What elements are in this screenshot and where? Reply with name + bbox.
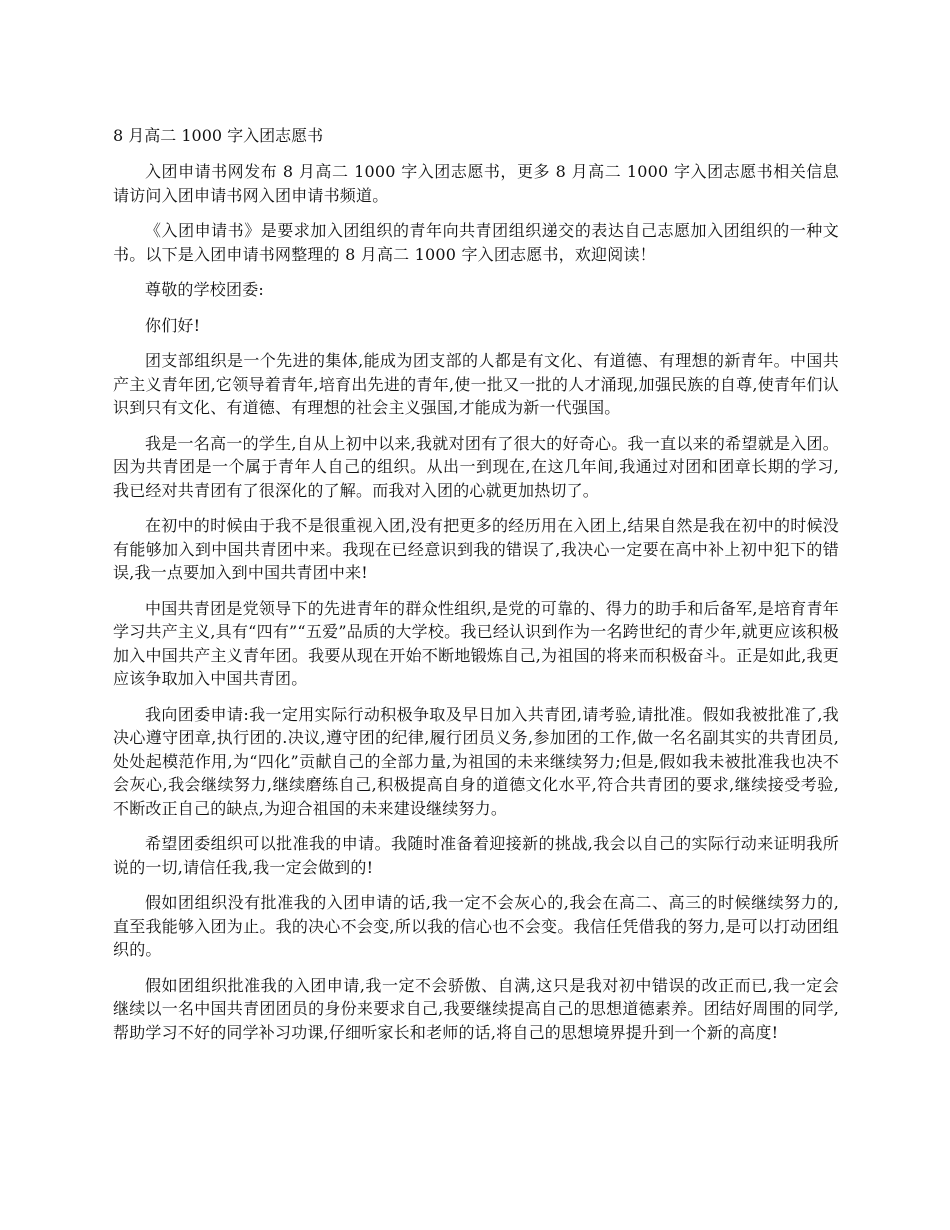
body-paragraph: 我是一名高一的学生,自从上初中以来,我就对团有了很大的好奇心。我一直以来的希望就是入团。因为共青团是一个属于青年人自己的组织。从出一到现在,在这几年间,我通过对团和团章长期的学习,我已经对共青团有了很深化的了解。而我对入团的心就更加热切了。	[113, 433, 839, 500]
greeting: 你们好!	[145, 315, 201, 335]
body-paragraph: 在初中的时候由于我不是很重视入团,没有把更多的经历用在入团上,结果自然是我在初中的时候没有能够加入到中国共青团中来。我现在已经意识到我的错误了,我决心一定要在高中补上初中犯下的错误,我一点要加入到中国共青团中来!	[113, 516, 839, 582]
body-paragraph: 团支部组织是一个先进的集体,能成为团支部的人都是有文化、有道德、有理想的新青年。中国共产主义青年团,它领导着青年,培育出先进的青年,使一批又一批的人才涌现,加强民族的自尊,使青年们认识到只有文化、有道德、有理想的社会主义强国,才能成为新一代强国。	[113, 351, 839, 417]
body-paragraph: 希望团委组织可以批准我的申请。我随时准备着迎接新的挑战,我会以自己的实际行动来证明我所说的一切,请信任我,我一定会做到的!	[113, 834, 839, 877]
body-paragraph: 我向团委申请:我一定用实际行动积极争取及早日加入共青团,请考验,请批准。假如我被批准了,我决心遵守团章,执行团的.决议,遵守团的纪律,履行团员义务,参加团的工作,做一名名副其实的共青团员,处处起模范作用,为“四化”贡献自己的全部力量,为祖国的未来继续努力;但是,假如我未被批准我也决不会灰心,我会继续努力,继续磨练自己,积极提高自身的道德文化水平,符合共青团的要求,继续接受考验,不断改正自己的缺点,为迎合祖国的未来建设继续努力。	[113, 704, 839, 818]
body-paragraph: 假如团组织没有批准我的入团申请的话,我一定不会灰心的,我会在高二、高三的时候继续努力的,直至我能够入团为止。我的决心不会变,所以我的信心也不会变。我信任凭借我的努力,是可以打动团组织的。	[113, 893, 839, 959]
document-title: 8 月高二 1000 字入团志愿书	[113, 126, 324, 145]
salutation: 尊敬的学校团委:	[145, 280, 264, 299]
document-page	[113, 124, 839, 1056]
body-paragraph: 中国共青团是党领导下的先进青年的群众性组织,是党的可靠的、得力的助手和后备军,是培育青年学习共产主义,具有“四有”“五爱”品质的大学校。我已经认识到作为一名跨世纪的青少年,就更应该积极加入中国共产主义青年团。我要从现在开始不断地锻炼自己,为祖国的将来而积极奋斗。正是如此,我更应该争取加入中国共青团。	[113, 598, 839, 688]
intro-paragraph: 入团申请书网发布 8 月高二 1000 字入团志愿书，更多 8 月高二 1000 字入团志愿书相关信息请访问入团申请书网入团申请书频道。	[113, 162, 839, 205]
closing-paragraph: 假如团组织批准我的入团申请,我一定不会骄傲、自满,这只是我对初中错误的改正而已,我一定会继续以一名中国共青团团员的身份来要求自己,我要继续提高自己的思想道德素养。团结好周围的同学,帮助学习不好的同学补习功课,仔细听家长和老师的话,将自己的思想境界提升到一个新的高度!	[113, 975, 839, 1042]
description-paragraph: 《入团申请书》是要求加入团组织的青年向共青团组织递交的表达自己志愿加入团组织的一种文书。以下是入团申请书网整理的 8 月高二 1000 字入团志愿书，欢迎阅读！	[113, 221, 839, 264]
